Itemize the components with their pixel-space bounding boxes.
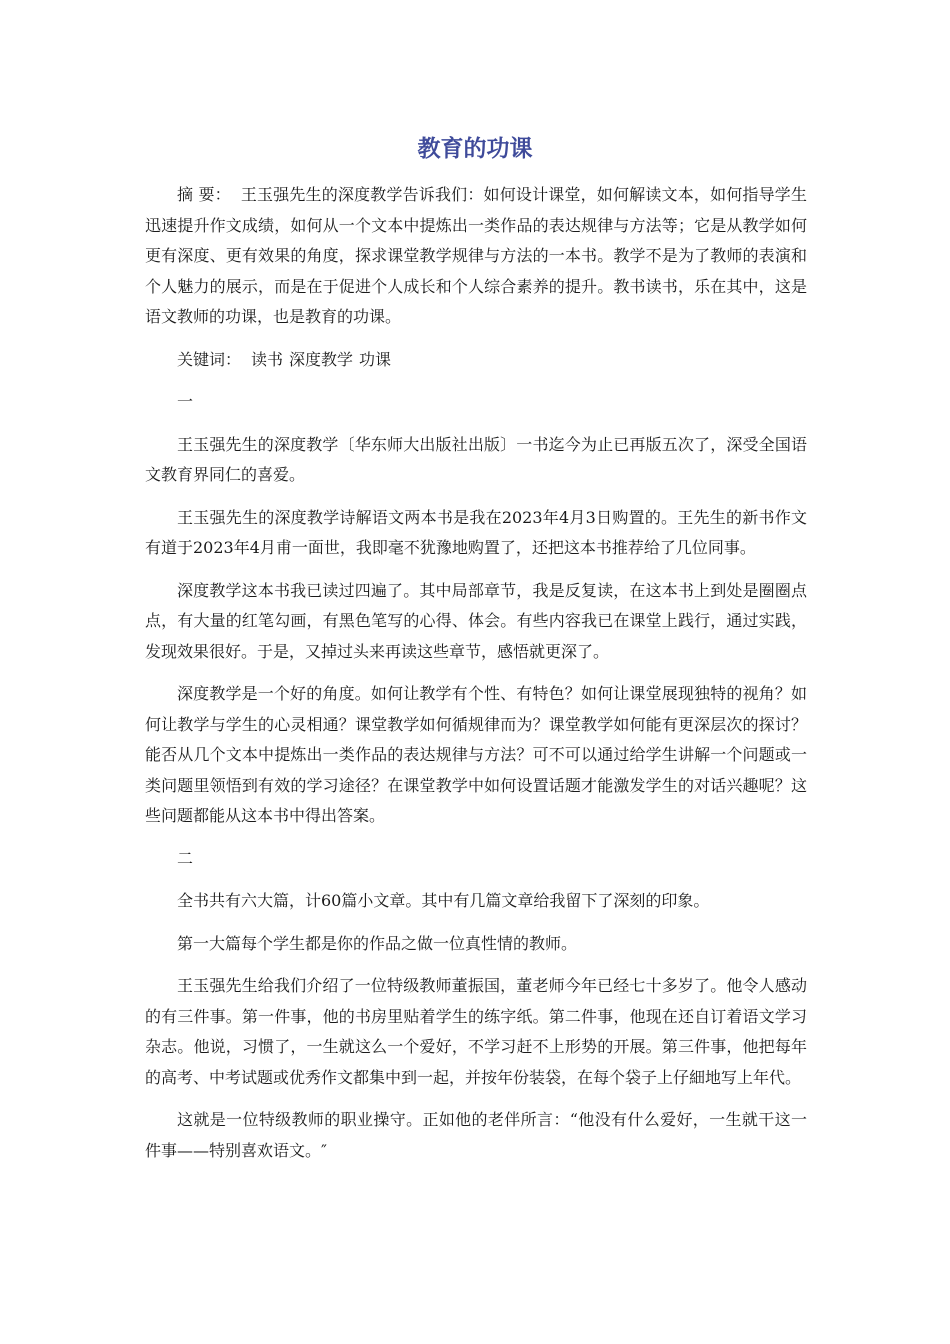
- paragraph: 深度教学这本书我已读过四遍了。其中局部章节，我是反复读，在这本书上到处是圈圈点点，有大量的红笔勾画，有黑色笔写的心得、体会。有些内容我已在课堂上践行，通过实践，发现效果很好。于是，又掉过头来再读这些章节，感悟就更深了。: [145, 580, 807, 661]
- paragraph: 深度教学是一个好的角度。如何让教学有个性、有特色？如何让课堂展现独特的视角？如何让教学与学生的心灵相通？课堂教学如何循规律而为？课堂教学如何能有更深层次的探讨？能否从几个文本中提炼出一类作品的表达规律与方法？可不可以通过给学生讲解一个问题或一类问题里领悟到有效的学习途径？在课堂教学中如何设置话题才能激发学生的对话兴趣呢？这些问题都能从这本书中得出答案。: [145, 684, 807, 825]
- keyword: 功课: [359, 349, 392, 369]
- document-body: [145, 180, 807, 1178]
- keywords-label: 关键词：: [177, 349, 242, 369]
- document-title: 教育的功课: [417, 135, 533, 162]
- paragraph: 王玉强先生的深度教学诗解语文两本书是我在2023年4月3日购置的。王先生的新书作文有道于2023年4月甫一面世，我即毫不犹豫地购置了，还把这本书推荐给了几位同事。: [145, 507, 807, 557]
- paragraph: 这就是一位特级教师的职业操守。正如他的老伴所言：“他没有什么爱好，一生就干这一件事——特别喜欢语文。″: [145, 1110, 807, 1160]
- paragraph: 第一大篇每个学生都是你的作品之做一位真性情的教师。: [177, 933, 578, 953]
- keyword: 读书: [251, 349, 284, 369]
- section-heading: 一: [177, 392, 194, 411]
- abstract: [145, 180, 807, 333]
- paragraph: 王玉强先生的深度教学〔华东师大出版社出版〕一书迄今为止已再版五次了，深受全国语文教育界同仁的喜爱。: [145, 434, 807, 484]
- paragraph: 全书共有六大篇，计60篇小文章。其中有几篇文章给我留下了深刻的印象。: [177, 891, 710, 910]
- section-heading: 二: [177, 848, 194, 868]
- paragraph: 王玉强先生给我们介绍了一位特级教师董振国，董老师今年已经七十多岁了。他令人感动的有三件事。第一件事，他的书房里贴着学生的练字纸。第二件事，他现在还自订着语文学习杂志。他说，习惯了，一生就这么一个爱好，不学习赶不上形势的开展。第三件事，他把每年的高考、中考试题或优秀作文都集中到一起，并按年份装袋，在每个袋子上仔細地写上年代。: [145, 976, 807, 1087]
- keywords: [145, 345, 807, 376]
- abstract-text: 王玉强先生的深度教学告诉我们：如何设计课堂，如何解读文本，如何指导学生迅速提升作文成绩，如何从一个文本中提炼出一类作品的表达规律与方法等；它是从教学如何更有深度、更有效果的角度，探求课堂教学规律与方法的一本书。教学不是为了教师的表演和个人魅力的展示，而是在于促进个人成长和个人综合素养的提升。教书读书，乐在其中，这是语文教师的功课，也是教育的功课。: [145, 185, 807, 326]
- keyword: 深度教学: [289, 349, 354, 369]
- abstract-label: 摘 要：: [177, 185, 231, 204]
